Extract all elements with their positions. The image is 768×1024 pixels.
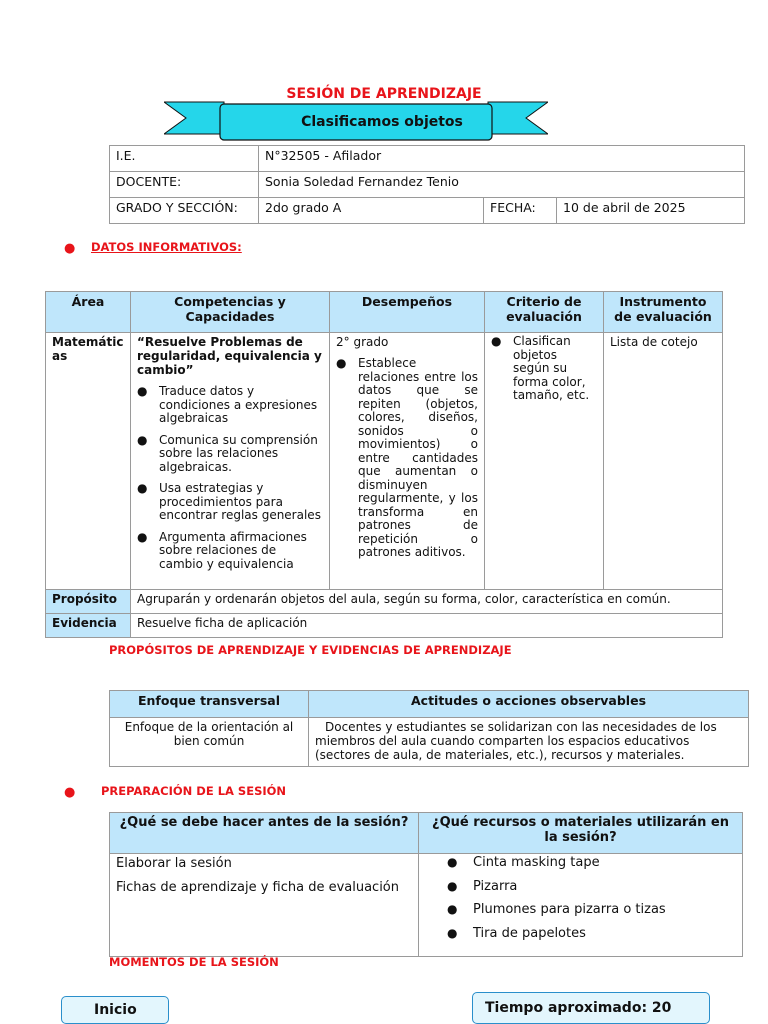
- list-item: Elaborar la sesión: [116, 856, 232, 871]
- list-item: ● Argumenta afirmaciones sobre relaciones de cambio y equivalencia: [137, 531, 323, 572]
- grado-label: GRADO Y SECCIÓN:: [110, 198, 259, 224]
- list-item: ● Comunica su comprensión sobre las relaciones algebraicas.: [137, 434, 323, 475]
- list-item: ● Plumones para pizarra o tizas: [447, 903, 736, 917]
- list-item: ● Tira de papelotes: [447, 927, 736, 941]
- evidencia-label: Evidencia: [46, 614, 131, 638]
- competencia-title: “Resuelve Problemas de regularidad, equivalencia y cambio”: [137, 335, 322, 377]
- header-criterio: Criterio de evaluación: [485, 292, 604, 333]
- grado-text: 2° grado: [336, 335, 389, 349]
- header-area: Área: [46, 292, 131, 333]
- instrumento-cell: Lista de cotejo: [604, 333, 723, 590]
- evidencia-value: Resuelve ficha de aplicación: [131, 614, 723, 638]
- list-item: ● Pizarra: [447, 880, 736, 894]
- header-desempenos: Desempeños: [330, 292, 485, 333]
- header-actitudes: Actitudes o acciones observables: [309, 691, 749, 718]
- area-cell: Matemáticas: [46, 333, 131, 590]
- inicio-box: Inicio: [61, 996, 169, 1024]
- proposito-value: Agruparán y ordenarán objetos del aula, según su forma, color, característica en común.: [131, 590, 723, 614]
- criterio-list: [491, 335, 597, 403]
- list-item: Fichas de aprendizaje y ficha de evaluación: [116, 880, 400, 895]
- criterio-cell: [485, 333, 604, 590]
- header-instrumento: Instrumento de evaluación: [604, 292, 723, 333]
- fecha-label: FECHA:: [484, 198, 557, 224]
- docente-value: Sonia Soledad Fernandez Tenio: [259, 172, 745, 198]
- tiempo-box: Tiempo aproximado: 20: [472, 992, 710, 1024]
- actitudes-cell: Docentes y estudiantes se solidarizan con las necesidades de los miembros del aula cuando comparten los espacios educativos (sectores de aula, de materiales, etc.), recursos y materiales.: [309, 718, 749, 767]
- recursos-cell: [419, 854, 743, 957]
- datos-heading: DATOS INFORMATIVOS:: [91, 240, 242, 254]
- enfoque-cell: Enfoque de la orientación al bien común: [110, 718, 309, 767]
- antes-cell: [110, 854, 419, 957]
- desempeno-cell: [330, 333, 485, 590]
- capacidades-list: [137, 385, 323, 571]
- session-topic: Clasificamos objetos: [301, 114, 463, 130]
- propositos-heading: PROPÓSITOS DE APRENDIZAJE Y EVIDENCIAS DE APRENDIZAJE: [109, 643, 512, 657]
- list-item: ● Traduce datos y condiciones a expresiones algebraicas: [137, 385, 323, 426]
- recursos-list: [447, 856, 736, 940]
- momentos-heading: MOMENTOS DE LA SESIÓN: [109, 955, 279, 969]
- list-item: ● Establece relaciones entre los datos que se repiten (objetos, colores, diseños, sonidos o movimientos) o entre cantidades que aumentan o disminuyen regularmente, y los transforma en patrones de repetición o patrones aditivos.: [336, 357, 478, 560]
- bullet-icon: ●: [64, 241, 76, 256]
- competencias-table: [45, 291, 723, 638]
- docente-label: DOCENTE:: [110, 172, 259, 198]
- list-item: ● Usa estrategias y procedimientos para encontrar reglas generales: [137, 482, 323, 523]
- competencia-cell: [131, 333, 330, 590]
- ie-label: I.E.: [110, 146, 259, 172]
- list-item: ● Cinta masking tape: [447, 856, 736, 870]
- list-item: ● Clasifican objetos según su forma color, tamaño, etc.: [491, 335, 597, 403]
- proposito-label: Propósito: [46, 590, 131, 614]
- preparacion-table: [109, 812, 743, 957]
- header-competencias: Competencias y Capacidades: [131, 292, 330, 333]
- header-enfoque: Enfoque transversal: [110, 691, 309, 718]
- header-recursos: ¿Qué recursos o materiales utilizarán en la sesión?: [419, 813, 743, 854]
- bullet-icon: ●: [64, 785, 76, 800]
- ie-value: N°32505 - Afilador: [259, 146, 745, 172]
- info-table: [109, 145, 745, 224]
- fecha-value: 10 de abril de 2025: [557, 198, 745, 224]
- grado-value: 2do grado A: [259, 198, 484, 224]
- enfoque-table: [109, 690, 749, 767]
- page-title: SESIÓN DE APRENDIZAJE: [286, 86, 482, 102]
- preparacion-heading: PREPARACIÓN DE LA SESIÓN: [101, 784, 287, 798]
- desempeno-list: [336, 357, 478, 560]
- header-antes: ¿Qué se debe hacer antes de la sesión?: [110, 813, 419, 854]
